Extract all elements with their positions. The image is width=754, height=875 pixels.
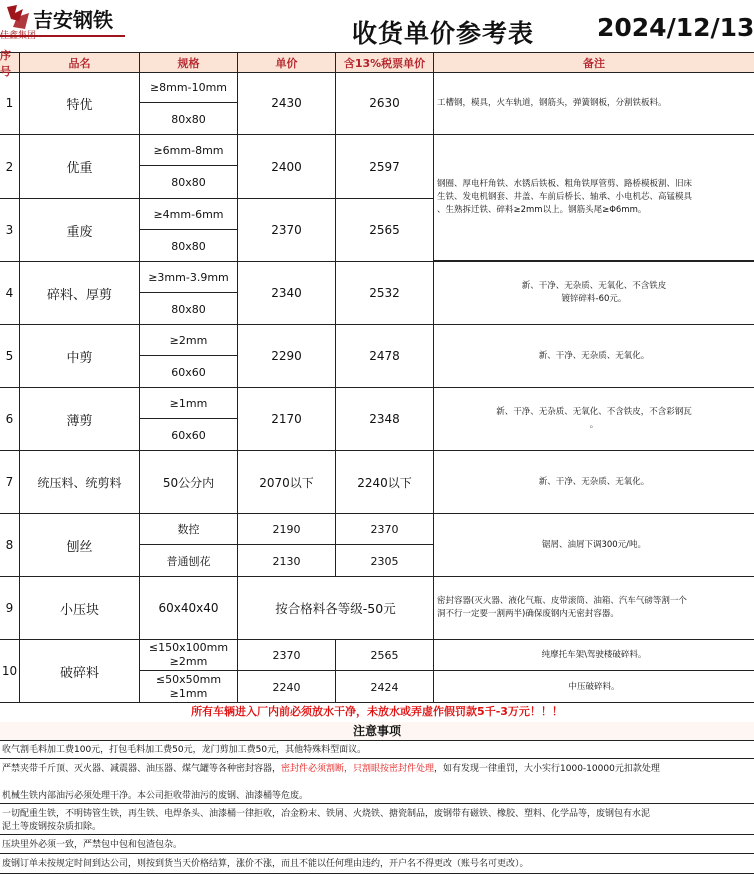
row-price xyxy=(238,640,336,702)
row-price-merged: 按合格料各等级-50元 xyxy=(238,577,434,639)
row-price: 2070以下 xyxy=(238,451,336,513)
note-text-red: 密封件必须割断，只割眼按密封件处理 xyxy=(281,764,435,774)
document-header xyxy=(0,0,754,48)
spec-top-a: ≤150x100mm xyxy=(148,641,229,654)
row-tax-price: 2630 xyxy=(336,72,434,134)
row-tax-price: 2240以下 xyxy=(336,451,434,513)
row-spec xyxy=(140,325,238,387)
warning-banner: 所有车辆进入厂内前必须放水干净，未放水或弄虚作假罚款5千-3万元！！！ xyxy=(0,702,754,723)
col-header-price: 单价 xyxy=(238,53,336,72)
row-no: 10 xyxy=(0,640,20,702)
row-note: 锯屑、油屑下调300元/吨。 xyxy=(541,539,647,550)
row-no: 6 xyxy=(0,388,20,450)
spec-bottom: 60x60 xyxy=(171,365,206,379)
tax-bottom: 2305 xyxy=(370,554,399,568)
row-note: 新、干净、无杂质、无氧化、不含铁皮，不含彩钢瓦 。 xyxy=(496,407,692,430)
row-note xyxy=(434,640,754,702)
row-name: 薄剪 xyxy=(20,388,140,450)
row-tax-price xyxy=(336,514,434,576)
notes-title: 注意事项 xyxy=(0,722,754,741)
logo-underline xyxy=(0,35,125,37)
note-text: 严禁夹带千斤顶、灭火器、减震器、油压器、煤气罐等各种密封容器， xyxy=(2,764,282,774)
row-name: 中剪 xyxy=(20,325,140,387)
page-title: 收货单价参考表 xyxy=(352,19,535,48)
spec-top-b: ≥2mm xyxy=(169,655,208,668)
note-line xyxy=(0,836,754,854)
row-tax-price: 2348 xyxy=(336,388,434,450)
row-no: 5 xyxy=(0,325,20,387)
tax-top: 2565 xyxy=(336,640,433,671)
col-header-note: 备注 xyxy=(434,53,754,72)
note-text: 一切配重生铁，不明铸管生铁，再生铁、电焊条头、油漆桶一律拒收，冶金粉末、铁屑、火烧铁、搪瓷制品，废钢带有磁铁、橡胶、塑料、化学品等，废钢包有水泥 xyxy=(2,809,651,819)
spec-top: ≥2mm xyxy=(140,325,237,356)
col-header-no: 序号 xyxy=(0,53,20,72)
note-line xyxy=(0,790,754,804)
row-price: 2170 xyxy=(238,388,336,450)
row-name: 碎料、厚剪 xyxy=(20,262,140,324)
row-tax-price: 2597 xyxy=(336,135,434,198)
row-no: 1 xyxy=(0,72,20,134)
table-row xyxy=(0,325,754,388)
row-no: 7 xyxy=(0,451,20,513)
row-price xyxy=(238,514,336,576)
spec-top: ≥6mm-8mm xyxy=(140,135,237,166)
row-tax-price: 2478 xyxy=(336,325,434,387)
table-row xyxy=(0,514,754,577)
note-text: 机械生铁内部油污必须处理干净。本公司拒收带油污的废钢、油漆桶等危废。 xyxy=(2,791,309,801)
note-line xyxy=(0,805,754,835)
spec-top: 数控 xyxy=(140,514,237,545)
note-text: 收气割毛料加工费100元，打包毛料加工费50元，龙门剪加工费50元，其他特殊料型面议。 xyxy=(2,745,367,755)
price-bottom: 2130 xyxy=(272,554,301,568)
row-tax-price: 2532 xyxy=(336,262,434,324)
spec-bottom-b: ≥1mm xyxy=(169,687,208,700)
spec-bottom: 60x60 xyxy=(171,428,206,442)
row-price: 2400 xyxy=(238,135,336,198)
row-no: 2 xyxy=(0,135,20,198)
spec-bottom: 普通刨花 xyxy=(166,555,211,568)
table-row xyxy=(0,577,754,640)
row-spec: 50公分内 xyxy=(140,451,238,513)
table-row xyxy=(0,388,754,451)
col-header-spec: 规格 xyxy=(140,53,238,72)
row-name: 统压料、统剪料 xyxy=(20,451,140,513)
row-spec xyxy=(140,640,238,702)
spec-bottom: 80x80 xyxy=(171,239,206,253)
price-top: 2370 xyxy=(238,640,335,671)
row-spec xyxy=(140,135,238,198)
company-name: 吉安钢铁 xyxy=(33,8,113,32)
row-spec xyxy=(140,262,238,324)
spec-bottom xyxy=(140,672,237,702)
row-name: 优重 xyxy=(20,135,140,198)
row-no: 3 xyxy=(0,199,20,261)
table-row xyxy=(0,640,754,703)
row-note: 新、干净、无杂质、无氧化。 xyxy=(538,350,650,361)
row-price: 2370 xyxy=(238,199,336,261)
row-name: 破碎料 xyxy=(20,640,140,702)
row-no: 4 xyxy=(0,262,20,324)
row-tax-price xyxy=(336,640,434,702)
row-spec xyxy=(140,199,238,261)
row-no: 9 xyxy=(0,577,20,639)
row-spec xyxy=(140,514,238,576)
merged-note-rows-2-3: 钢圈、厚电杆角铁、水锈后铁板、粗角铁厚管剪、路桥模板割、旧床 生铁、发电机钢套、井盖、车前后桥长、轴承、小电机芯、高锰模具 、生熟拆迁铁、碎料≥2mm以上。钢筋头尾≥Φ6mm。 xyxy=(434,135,754,261)
note-line xyxy=(0,760,754,790)
row-name: 刨丝 xyxy=(20,514,140,576)
table-row xyxy=(0,451,754,514)
spec-bottom: 80x80 xyxy=(171,176,206,189)
note-bottom: 中压破碎料。 xyxy=(568,681,620,692)
col-header-tax-price: 含13%税票单价 xyxy=(336,53,434,72)
spec-top: ≥1mm xyxy=(140,388,237,419)
row-note: 新、干净、无杂质、无氧化。 xyxy=(538,476,650,487)
table-header-row xyxy=(0,48,754,78)
note-line xyxy=(0,741,754,759)
note-line xyxy=(0,855,754,874)
note-text: 废钢订单未按规定时间到达公司，则按到货当天价格结算，涨价不涨，而且不能以任何理由违约，开户名不得更改（账号名可更改）。 xyxy=(2,859,529,869)
spec-bottom-a: ≤50x50mm xyxy=(155,673,222,686)
row-name: 小压块 xyxy=(20,577,140,639)
row-note: 工槽钢，模具，火车轨道，钢筋头，弹簧钢板，分割铁板料。 xyxy=(437,97,667,108)
spec-top: ≥3mm-3.9mm xyxy=(140,262,237,293)
row-spec xyxy=(140,388,238,450)
table-row xyxy=(0,262,754,325)
tax-bottom: 2424 xyxy=(370,680,399,694)
row-no: 8 xyxy=(0,514,20,576)
spec-top: ≥8mm-10mm xyxy=(140,72,237,103)
spec-bottom: 80x80 xyxy=(171,112,206,126)
row-note: 密封容器(灭火器、液化气瓶、皮带滚筒、油箱、汽车气磅等割一个 洞不行一定要一割两半)确保废钢内无密封容器。 xyxy=(437,596,687,619)
row-name: 特优 xyxy=(20,72,140,134)
row-price: 2430 xyxy=(238,72,336,134)
row-name: 重废 xyxy=(20,199,140,261)
spec-bottom: 80x80 xyxy=(171,302,206,316)
row-price: 2340 xyxy=(238,262,336,324)
note-top: 纯摩托车架\驾驶楼破碎料。 xyxy=(434,640,754,671)
table-row xyxy=(0,72,754,135)
price-top: 2190 xyxy=(238,514,335,545)
row-note: 新、干净、无杂质、无氧化、不含铁皮 镀锌碎料-60元。 xyxy=(521,281,667,304)
spec-top: ≥4mm-6mm xyxy=(140,199,237,230)
row-price: 2290 xyxy=(238,325,336,387)
note-text: 压块里外必须一致，严禁包中包和包渣包杂。 xyxy=(2,840,183,850)
row-spec: 60x40x40 xyxy=(140,577,238,639)
note-text: 泥土等废钢按杂质扣除。 xyxy=(2,822,102,832)
spec-top xyxy=(140,640,237,671)
col-header-name: 品名 xyxy=(20,53,140,72)
price-bottom: 2240 xyxy=(272,680,301,694)
row-tax-price: 2565 xyxy=(336,199,434,261)
row-spec xyxy=(140,72,238,134)
document-date: 2024/12/13 xyxy=(597,13,754,42)
note-text: ，如有发现一律重罚，大小实行1000-10000元扣款处理 xyxy=(434,764,660,774)
tax-top: 2370 xyxy=(336,514,433,545)
